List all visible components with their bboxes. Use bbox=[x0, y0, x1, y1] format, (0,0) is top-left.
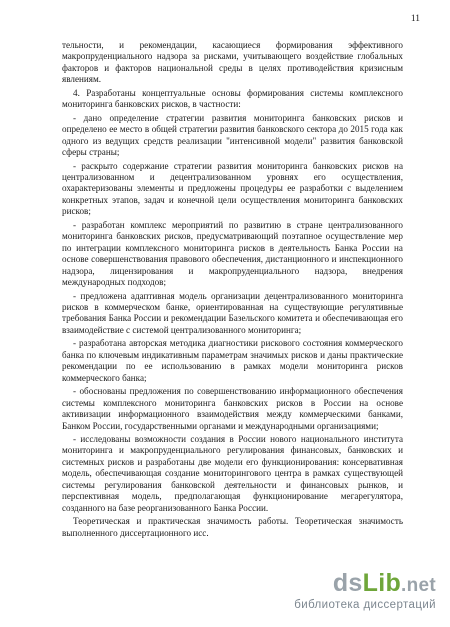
list-item: - дано определение стратегии развития мониторинга банковских рисков и определено ее место в общей стратегии развития банковского сектора до 2015 года как одного из ведущих средств реализации "интенсивной модели" развития банковской сферы страны; bbox=[62, 112, 403, 158]
watermark-subtitle: библиотека диссертаций bbox=[294, 599, 436, 611]
list-item: - разработана авторская методика диагностики рискового состояния коммерческого банка по ключевым индикативным параметрам значимых рисков и даны практические рекомендации по ее использованию в рамках модели мониторинга рисков коммерческого банка; bbox=[62, 338, 403, 383]
paragraph: тельности, и рекомендации, касающиеся формирования эффективного макропруденциального надзора за рисками, учитывающего воздействие глобальных факторов и факторов национальной среды в целях противодействия кризисным явлениям. bbox=[62, 40, 403, 85]
document-body bbox=[62, 40, 403, 541]
watermark-brand bbox=[294, 571, 436, 598]
watermark-brand-lib: Lib bbox=[362, 569, 402, 597]
list-item: - разработан комплекс мероприятий по развитию в стране централизованного мониторинга банковских рисков, предусматривающий поэтапное осуществление мер по интеграции комплексного мониторинга рисков в деятельность Банка России на основе совершенствования правового обеспечения, дистанционного и инспекционного надзора, лицензирования и макропруденциального надзора, внедрения международных подходов; bbox=[62, 219, 403, 288]
paragraph: 4. Разработаны концептуальные основы формирования системы комплексного мониторинга банковских рисков, в частности: bbox=[62, 87, 403, 110]
list-item: - исследованы возможности создания в России нового национального института мониторинга и макропруденциального регулирования финансовых, банковских и системных рисков и разработаны две модели его функционирования: консервативная модель, обеспечивающая создание мониторингового центра в рамках существующей системы регулирования банковской деятельности и финансовых рынков, и перспективная модель, предполагающая функционирование мегарегулятора, созданного на базе реорганизованного Банка России. bbox=[62, 433, 403, 513]
list-item: - обоснованы предложения по совершенствованию информационного обеспечения системы комплексного мониторинга банковских рисков в России на основе активизации информационного взаимодействия между коммерческими банками, Банком России, государственными органами и международными организациями; bbox=[62, 386, 403, 431]
watermark-brand-ds: ds bbox=[332, 569, 363, 597]
paragraph: Теоретическая и практическая значимость работы. Теоретическая значимость выполненного диссертационного исс. bbox=[62, 516, 403, 538]
list-item: - раскрыто содержание стратегии развития мониторинга банковских рисков на централизованном и децентрализованном уровнях его осуществления, охарактеризованы элементы и предложены процедуры ее разработки с выделением конкретных этапов, задач и конечной цели осуществления мониторинга банковских рисков; bbox=[62, 160, 403, 217]
watermark-brand-net: .net bbox=[401, 575, 436, 596]
page-number: 11 bbox=[410, 14, 420, 24]
watermark-logo bbox=[294, 571, 436, 611]
list-item: - предложена адаптивная модель организации децентрализованного мониторинга рисков в коммерческом банке, ориентированная на существующие регулятивные требования Банка России и рекомендации Базельского комитета и обеспечивающая его взаимодействие с системой централизованного мониторинга; bbox=[62, 290, 403, 335]
